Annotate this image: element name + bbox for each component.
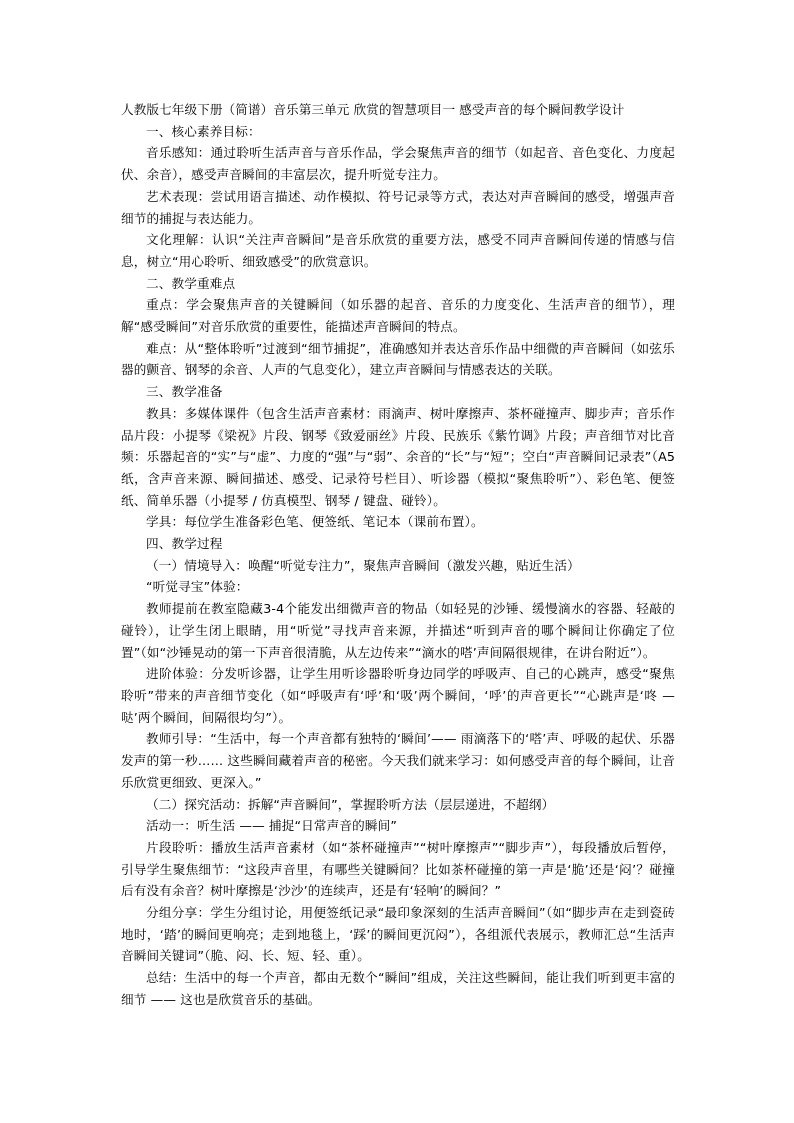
paragraph-summary: 总结：生活中的每一个声音，都由无数个“瞬间”组成，关注这些瞬间，能让我们听到更丰富的细节 —— 这也是欣赏音乐的基础。 — [121, 970, 675, 1007]
subheading-situational-intro: （一）情境导入：唤醒“听觉专注力”，聚焦声音瞬间（激发兴趣，贴近生活） — [146, 557, 580, 573]
subheading-exploration-activity: （二）探究活动：拆解“声音瞬间”，掌握聆听方法（层层递进，不超纲） — [146, 796, 555, 812]
subheading-activity-one: 活动一：听生活 —— 捕捉“日常声音的瞬间” — [146, 818, 398, 834]
section-heading-core-goals: 一、核心素养目标： — [146, 123, 261, 139]
paragraph-hidden-objects: 教师提前在教室隐藏3-4个能发出细微声音的物品（如轻晃的沙锤、缓慢滴水的容器、轻敲的碰铃），让学生闭上眼睛，用“听觉”寻找声音来源，并描述“听到声音的哪个瞬间让你确定了位置”（如“沙锤晃动的第一下声音很清脆，从左边传来”“滴水的嗒’声间隔很规律，在讲台附近”）。 — [121, 601, 675, 660]
paragraph-cultural-understanding: 文化理解：认识“关注声音瞬间”是音乐欣赏的重要方法，感受不同声音瞬间传递的情感与信息，树立“用心聆听、细致感受”的欣赏意识。 — [121, 232, 675, 269]
paragraph-music-perception: 音乐感知：通过聆听生活声音与音乐作品，学会聚焦声音的细节（如起音、音色变化、力度起伏、余音），感受声音瞬间的丰富层次，提升听觉专注力。 — [121, 145, 675, 183]
paragraph-teacher-guidance: 教师引导：“生活中，每一个声音都有独特的‘瞬间’—— 雨滴落下的‘嗒’声、呼吸的起伏、乐器发声的第一秒…… 这些瞬间藏着声音的秘密。今天我们就来学习：如何感受声音的每个瞬间，让音乐欣赏更细致、更深入。” — [121, 731, 675, 790]
section-heading-preparation: 三、教学准备 — [146, 384, 223, 400]
paragraph-student-tools: 学具：每位学生准备彩色笔、便签纸、笔记本（课前布置）。 — [146, 514, 484, 530]
paragraph-key-point: 重点：学会聚焦声音的关键瞬间（如乐器的起音、音乐的力度变化、生活声音的细节），理解“感受瞬间”对音乐欣赏的重要性，能描述声音瞬间的特点。 — [121, 297, 675, 335]
section-heading-process: 四、教学过程 — [146, 536, 223, 552]
paragraph-difficulty: 难点：从“整体聆听”过渡到“细节捕捉”，准确感知并表达音乐作品中细微的声音瞬间（如弦乐器的颤音、钢琴的余音、人声的气息变化），建立声音瞬间与情感表达的关联。 — [121, 340, 675, 378]
paragraph-clip-listening: 片段聆听：播放生活声音素材（如“茶杯碰撞声”“树叶摩擦声”“脚步声”），每段播放后暂停，引导学生聚焦细节：“这段声音里，有哪些关键瞬间？比如茶杯碰撞的第一声是‘脆’还是‘闷’？碰撞后有没有余音？树叶摩擦是‘沙沙’的连续声，还是有‘轻响’的瞬间？” — [121, 839, 675, 899]
document-title: 人教版七年级下册（简谱）音乐第三单元 欣赏的智慧项目一 感受声音的每个瞬间教学设计 — [121, 102, 625, 117]
paragraph-teaching-aids: 教具：多媒体课件（包含生活声音素材：雨滴声、树叶摩擦声、茶杯碰撞声、脚步声；音乐作品片段：小提琴《梁祝》片段、钢琴《致爱丽丝》片段、民族乐《紫竹调》片段；声音细节对比音频：乐器起音的“实”与“虚”、力度的“强”与“弱”、余音的“长”与“短”；空白“声音瞬间记录表”（A5纸，含声音来源、瞬间描述、感受、记录符号栏目）、听诊器（模拟“聚焦聆听”）、彩色笔、便签纸、简单乐器（小提琴 / 仿真模型、钢琴 / 键盘、碰铃）。 — [121, 405, 675, 508]
paragraph-artistic-expression: 艺术表现：尝试用语言描述、动作模拟、符号记录等方式，表达对声音瞬间的感受，增强声音细节的捕捉与表达能力。 — [121, 188, 675, 226]
paragraph-advanced-experience: 进阶体验：分发听诊器，让学生用听诊器聆听身边同学的呼吸声、自己的心跳声，感受“聚焦聆听”带来的声音细节变化（如“呼吸声有‘呼’和‘吸’两个瞬间，‘呼’的声音更长”“心跳声是‘咚 — 哒’两个瞬间，间隔很均匀”）。 — [121, 666, 675, 725]
document-page — [121, 99, 675, 1011]
paragraph-group-sharing: 分组分享：学生分组讨论，用便签纸记录“最印象深刻的生活声音瞬间”（如“脚步声在走到瓷砖地时，‘踏’的瞬间更响亮；走到地毯上，‘踩’的瞬间更沉闷”），各组派代表展示，教师汇总“生活声音瞬间关键词”（脆、闷、长、短、轻、重）。 — [121, 905, 675, 964]
subheading-listening-treasure-hunt: “听觉寻宝”体验： — [146, 579, 249, 595]
section-heading-key-points: 二、教学重难点 — [146, 275, 236, 291]
